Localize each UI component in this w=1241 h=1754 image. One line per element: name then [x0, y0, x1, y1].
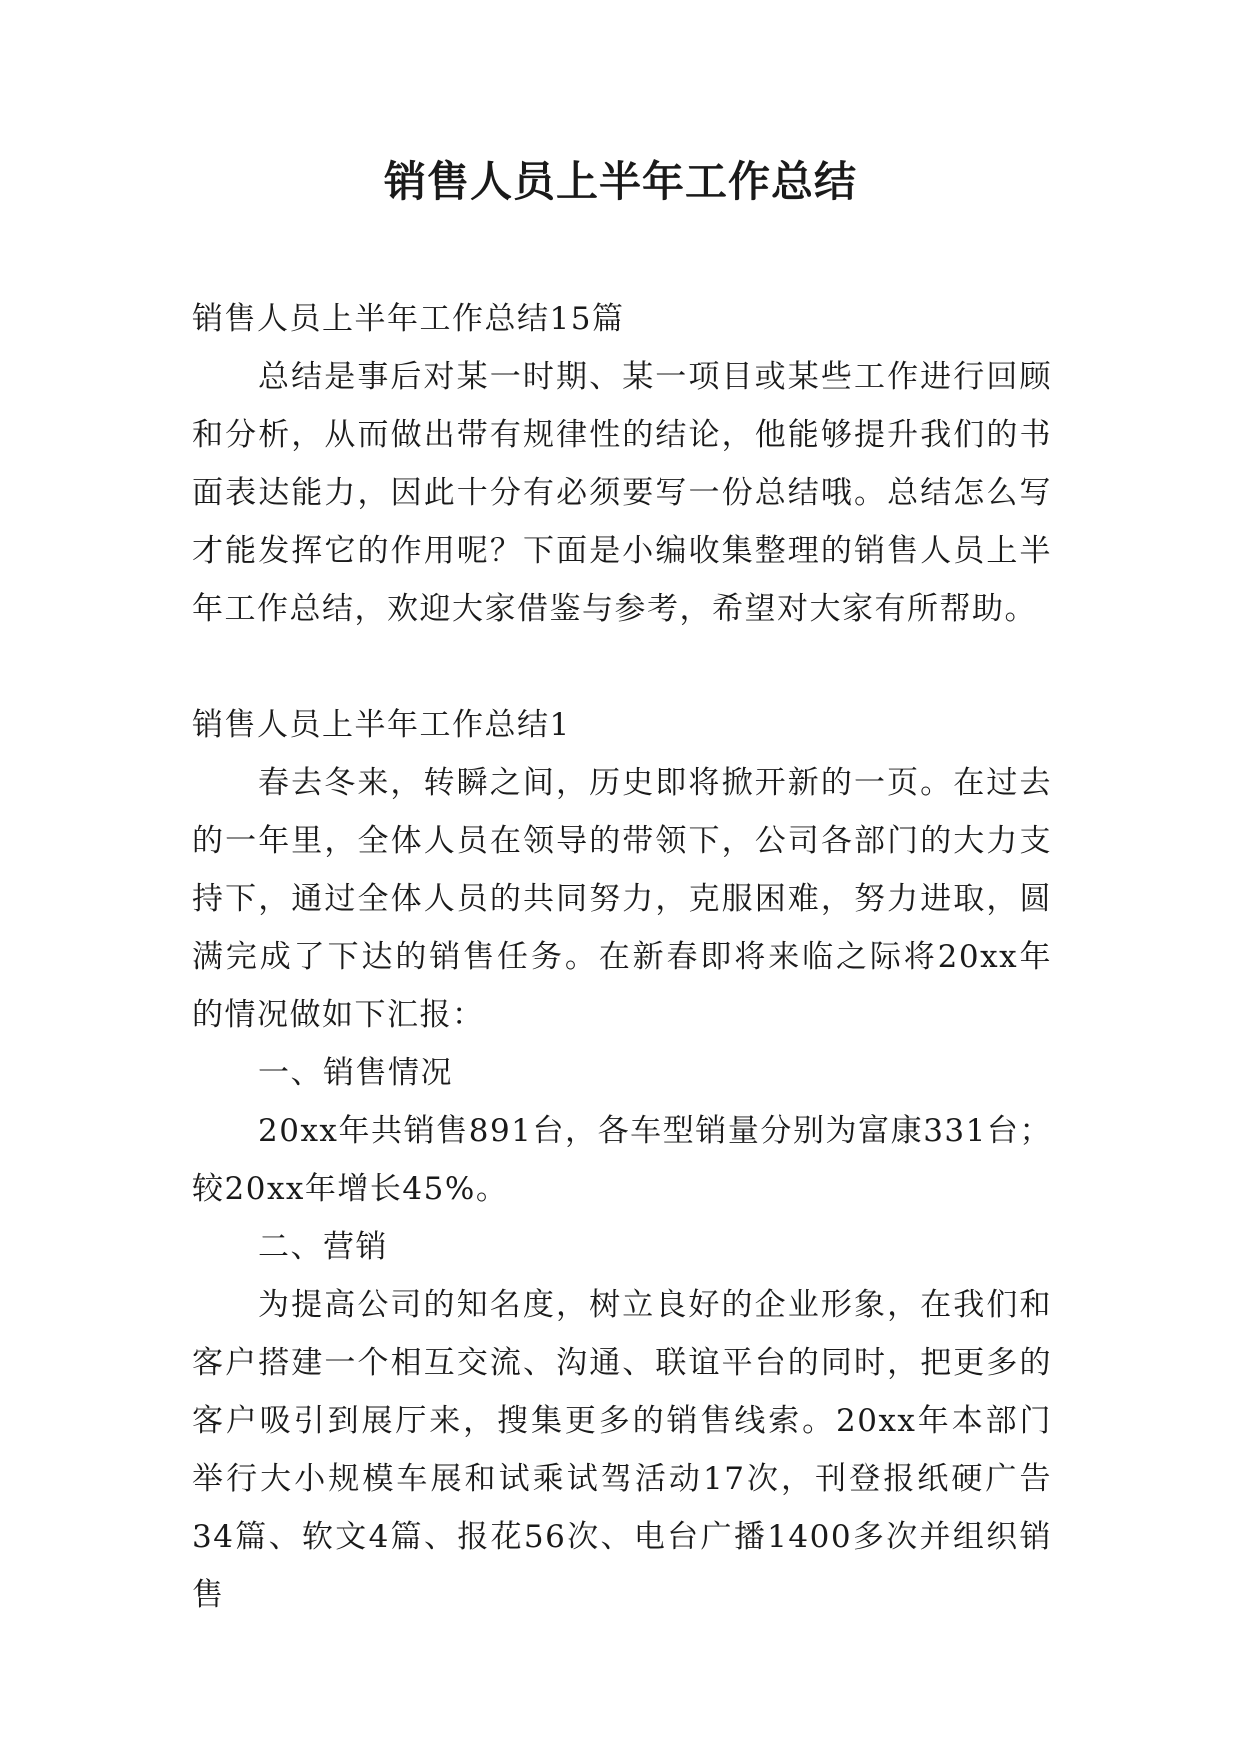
- page-title: 销售人员上半年工作总结: [383, 157, 857, 206]
- marketing-paragraph: 为提高公司的知名度，树立良好的企业形象，在我们和客户搭建一个相互交流、沟通、联谊平台的同时，把更多的客户吸引到展厅来，搜集更多的销售线索。20xx年本部门举行大小规模车展和试乘试驾活动17次，刊登报纸硬广告34篇、软文4篇、报花56次、电台广播1400多次并组织销售: [192, 1287, 1052, 1613]
- section-paragraph: 春去冬来，转瞬之间，历史即将掀开新的一页。在过去的一年里，全体人员在领导的带领下，公司各部门的大力支持下，通过全体人员的共同努力，克服困难，努力进取，圆满完成了下达的销售任务。在新春即将来临之际将20xx年的情况做如下汇报：: [192, 765, 1052, 1033]
- marketing-heading: 二、营销: [258, 1229, 388, 1265]
- section-heading: 销售人员上半年工作总结1: [192, 707, 571, 743]
- sales-heading: 一、销售情况: [258, 1055, 453, 1091]
- intro-paragraph: 总结是事后对某一时期、某一项目或某些工作进行回顾和分析，从而做出带有规律性的结论，他能够提升我们的书面表达能力，因此十分有必须要写一份总结哦。总结怎么写才能发挥它的作用呢？下面是小编收集整理的销售人员上半年工作总结，欢迎大家借鉴与参考，希望对大家有所帮助。: [192, 359, 1052, 627]
- document-body: [192, 290, 1052, 1624]
- sales-paragraph: 20xx年共销售891台，各车型销量分别为富康331台；较20xx年增长45%。: [192, 1113, 1052, 1207]
- document-subtitle: 销售人员上半年工作总结15篇: [192, 301, 625, 337]
- paragraph-spacer: [192, 638, 1052, 696]
